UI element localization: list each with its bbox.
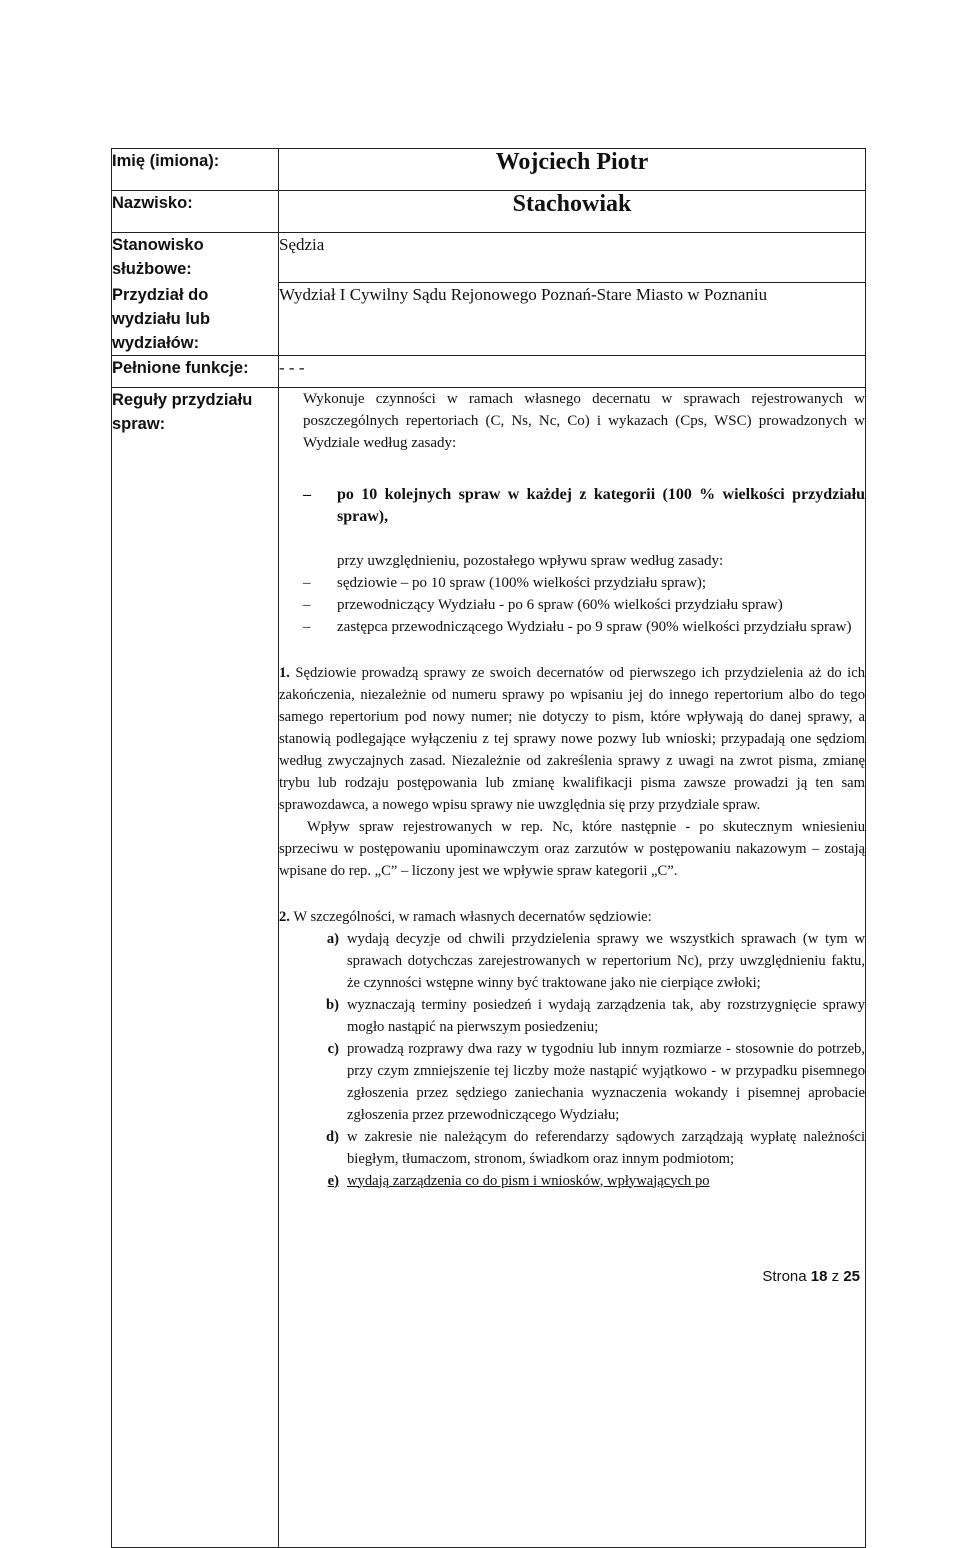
list-item (279, 1170, 865, 1192)
last-name-row (112, 191, 866, 233)
list-item-text: wyznaczają terminy posiedzeń i wydają zarządzenia tak, aby rozstrzygnięcie sprawy mogło nastąpić na pierwszym posiedzeniu; (347, 996, 865, 1035)
sub-rule-item (279, 594, 865, 616)
list-item-key: d) (326, 1128, 339, 1145)
sub-rules (279, 550, 865, 638)
list-item (279, 1038, 865, 1126)
assignment-row (112, 283, 866, 356)
rules-row (112, 387, 866, 1547)
list-item-key: c) (327, 1040, 339, 1057)
sub-rule-item (279, 616, 865, 638)
sub-rules-head: przy uwzględnieniu, pozostałego wpływu spraw według zasady: (337, 552, 724, 569)
assignment-label: Przydział do wydziału lub wydziałów: (112, 283, 279, 356)
sub-rule-text: sędziowie – po 10 spraw (100% wielkości przydziału spraw); (337, 574, 707, 591)
page-number (740, 1268, 860, 1285)
main-rule-text: po 10 kolejnych spraw w każdej z kategorii (100 % wielkości przydziału spraw), (337, 485, 865, 525)
list-item-key: a) (326, 930, 339, 947)
sub-rule-item (279, 572, 865, 594)
paragraph-2-number: 2. (279, 908, 290, 925)
functions-row (112, 355, 866, 387)
rules-label: Reguły przydziału spraw: (112, 387, 279, 1547)
dash-bullet: – (303, 574, 311, 591)
assignment-value: Wydział I Cywilny Sądu Rejonowego Poznań-Stare Miasto w Poznaniu (279, 283, 866, 356)
rules-content (279, 387, 866, 1547)
first-name-row (112, 149, 866, 191)
position-row (112, 233, 866, 283)
first-name-label: Imię (imiona): (112, 149, 279, 191)
list-item-text: w zakresie nie należącym do referendarzy sądowych zarządzają wypłatę należności biegłym, tłumaczom, stronom, świadkom oraz innym podmiotom; (347, 1128, 865, 1167)
functions-value: - - - (279, 355, 866, 387)
list-item (279, 994, 865, 1038)
list-item-key: b) (326, 996, 339, 1013)
list-item-text: prowadzą rozprawy dwa razy w tygodniu lub innym rozmiarze - stosownie do potrzeb, przy czym zmniejszenie tej liczby może nastąpić wyjątkowo - w przypadku pisemnego zgłoszenia przez sędziego zaniechania wyznaczenia wokandy i pisemnej aprobacie zgłoszenia przez przewodniczącego Wydziału; (347, 1040, 865, 1123)
page-current: 18 (810, 1268, 828, 1285)
first-name-value: Wojciech Piotr (279, 149, 866, 191)
list-item-text: wydają zarządzenia co do pism i wniosków, wpływających po (347, 1172, 710, 1189)
list-item-key: e) (327, 1172, 339, 1189)
page-prefix: Strona (762, 1268, 807, 1285)
list-item (279, 1126, 865, 1170)
paragraph-1-text: Sędziowie prowadzą sprawy ze swoich decernatów od pierwszego ich przydzielenia aż do ich zakończenia, niezależnie od numeru sprawy po wpisaniu jej do innego repertorium albo do tego samego repertorium pod nowy numer; nie dotyczy to pism, które wpływają do danej sprawy, a stanowią podlegające wyłączeniu z tej sprawy nowe pozwy lub wnioski; przypadają one sędziom według zwyczajnych zasad. Niezależnie od zakreślenia sprawy z uwagi na zwrot pisma, zmianę trybu lub rodzaju postępowania lub zmianę kwalifikacji pisma zawsze prowadzi ją ten sam sprawozdawca, a nowego wpisu sprawy nie uwzględnia się przy przydziale spraw. (279, 664, 865, 813)
dash-bullet: – (303, 485, 311, 503)
functions-label: Pełnione funkcje: (112, 355, 279, 387)
page-separator: z (831, 1268, 840, 1285)
dash-bullet: – (303, 596, 311, 613)
position-label: Stanowisko służbowe: (112, 233, 279, 283)
paragraph-2-head: W szczególności, w ramach własnych decernatów sędziowie: (293, 908, 652, 925)
main-rule (279, 484, 865, 528)
dash-bullet: – (303, 618, 311, 635)
sub-rule-text: zastępca przewodniczącego Wydziału - po 9 spraw (90% wielkości przydziału spraw) (337, 618, 852, 635)
list-item (279, 928, 865, 994)
paragraph-1-number: 1. (279, 664, 290, 681)
sub-rule-text: przewodniczący Wydziału - po 6 spraw (60% wielkości przydziału spraw) (337, 596, 783, 613)
page-total: 25 (843, 1268, 860, 1285)
personal-form-table (111, 148, 866, 1548)
list-item-text: wydają decyzje od chwili przydzielenia sprawy we wszystkich sprawach (w tym w sprawach dotychczas zarejestrowanych w repertorium Nc), przy uwzględnieniu faktu, że czynności wstępne winny być traktowane jako nie cierpiące zwłoki; (347, 930, 865, 991)
paragraph-1-text-2: Wpływ spraw rejestrowanych w rep. Nc, które następnie - po skutecznym wniesieniu sprzeciwu w postępowaniu upominawczym oraz zarzutów w postępowaniu nakazowym – zostają wpisane do rep. „C” – liczony jest we wpływie spraw kategorii „C”. (279, 818, 865, 879)
paragraph-2 (279, 906, 865, 1192)
last-name-label: Nazwisko: (112, 191, 279, 233)
paragraph-1 (279, 662, 865, 882)
position-value: Sędzia (279, 233, 866, 283)
last-name-value: Stachowiak (279, 191, 866, 233)
rules-intro: Wykonuje czynności w ramach własnego decernatu w sprawach rejestrowanych w poszczególnych repertoriach (C, Ns, Nc, Co) i wykazach (Cps, WSC) prowadzonych w Wydziale według zasady: (303, 390, 865, 451)
